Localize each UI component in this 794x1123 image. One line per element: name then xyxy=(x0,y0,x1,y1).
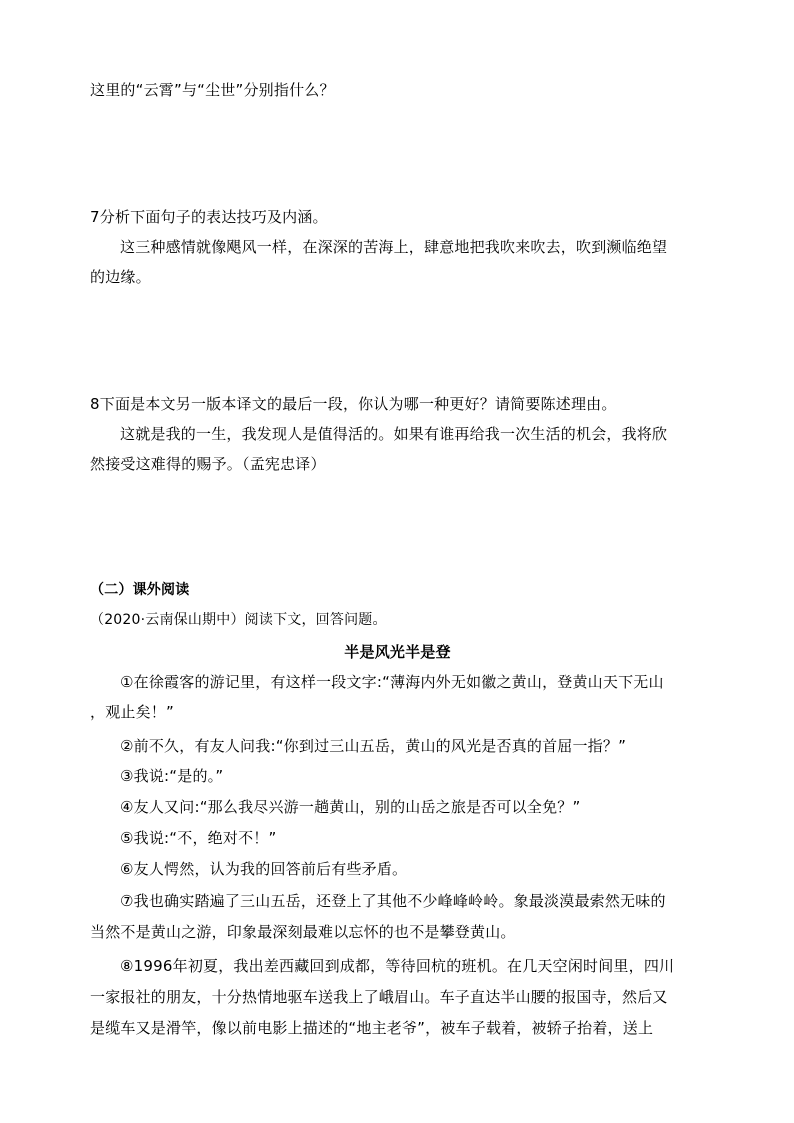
paragraph-1-line1: ①在徐霞客的游记里，有这样一段文字:“薄海内外无如徽之黄山，登黄山天下无山 xyxy=(120,673,664,691)
question-7-prompt: 7分析下面句子的表达技巧及内涵。 xyxy=(90,208,328,226)
paragraph-7-line1: ⑦我也确实踏遍了三山五岳，还登上了其他不少峰峰岭岭。象最淡漠最索然无味的 xyxy=(120,892,666,910)
article-title: 半是风光半是登 xyxy=(344,643,451,661)
question-yunxiao: 这里的“云霄”与“尘世”分别指什么？ xyxy=(90,81,335,99)
question-8-prompt: 8下面是本文另一版本译文的最后一段，你认为哪一种更好？请简要陈述理由。 xyxy=(90,395,617,413)
paragraph-6: ⑥友人愕然，认为我的回答前后有些矛盾。 xyxy=(120,860,408,878)
section-heading: （二）课外阅读 xyxy=(90,582,190,598)
paragraph-3: ③我说:“是的。” xyxy=(120,767,224,785)
question-7-quote-line2: 的边缘。 xyxy=(90,268,151,286)
paragraph-7-line2: 当然不是黄山之游，印象最深刻最难以忘怀的也不是攀登黄山。 xyxy=(90,923,516,941)
paragraph-4: ④友人又问:“那么我尽兴游一趟黄山，别的山岳之旅是否可以全免？” xyxy=(120,798,581,816)
paragraph-1-line2: ，观止矣！” xyxy=(90,703,174,721)
paragraph-8-line3: 是缆车又是滑竿，像以前电影上描述的“地主老爷”，被车子载着，被轿子抬着，送上 xyxy=(90,1019,654,1037)
paragraph-8-line1: ⑧1996年初夏，我出差西藏回到成都，等待回杭的班机。在几天空闲时间里，四川 xyxy=(120,957,675,975)
question-8-quote-line2: 然接受这难得的赐予。（孟宪忠译） xyxy=(90,455,326,473)
question-8-quote-line1: 这就是我的一生，我发现人是值得活的。如果有谁再给我一次生活的机会，我将欣 xyxy=(120,425,668,443)
paragraph-8-line2: 一家报社的朋友，十分热情地驱车送我上了峨眉山。车子直达半山腰的报国寺，然后又 xyxy=(90,988,668,1006)
question-7-quote-line1: 这三种感情就像飓风一样，在深深的苦海上，肆意地把我吹来吹去，吹到濒临绝望 xyxy=(120,238,668,256)
section-source: （2020·云南保山期中）阅读下文，回答问题。 xyxy=(90,612,387,628)
paragraph-5: ⑤我说:“不，绝对不！” xyxy=(120,829,277,847)
paragraph-2: ②前不久，有友人问我:“你到过三山五岳，黄山的风光是否真的首屈一指？” xyxy=(120,737,627,755)
